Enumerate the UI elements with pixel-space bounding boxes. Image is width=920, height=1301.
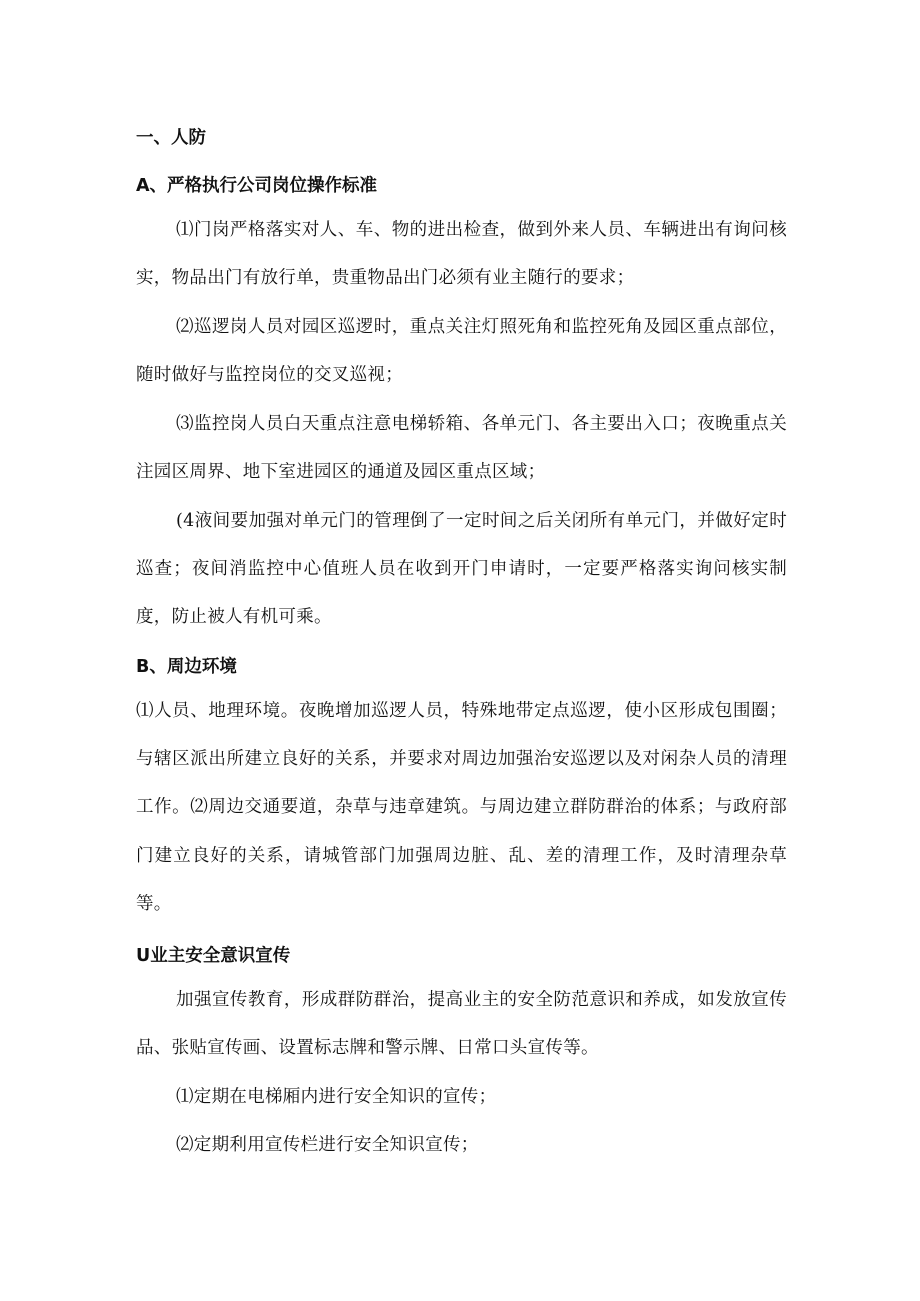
paragraph-gate-post: ⑴门岗严格落实对人、车、物的进出检查，做到外来人员、车辆进出有询问核实，物品出门有放行单，贵重物品出门必须有业主随行的要求； bbox=[136, 220, 787, 289]
paragraph-surroundings: ⑴人员、地理环境。夜晚增加巡逻人员，特殊地带定点巡逻，使小区形成包围圈；与辖区派出所建立良好的关系，并要求对周边加强治安巡逻以及对闲杂人员的清理工作。⑵周边交通要道，杂草与违章建筑。与周边建立群防群治的体系；与政府部门建立良好的关系，请城管部门加强周边脏、乱、差的清理工作，及时清理杂草等。 bbox=[136, 701, 787, 914]
subheading-owner-awareness: U业主安全意识宣传 bbox=[136, 946, 291, 966]
paragraph-night-management: (4液间要加强对单元门的管理倒了一定时间之后关闭所有单元门，并做好定时巡查；夜间消监控中心值班人员在收到开门申请时，一定要严格落实询问核实制度，防止被人有机可乘。 bbox=[136, 511, 787, 628]
paragraph-patrol-post: ⑵巡逻岗人员对园区巡逻时，重点关注灯照死角和监控死角及园区重点部位，随时做好与监控岗位的交叉巡视； bbox=[136, 317, 787, 386]
paragraph-bulletin-publicity: ⑵定期利用宣传栏进行安全知识宣传； bbox=[176, 1135, 479, 1155]
subheading-surroundings: B、周边环境 bbox=[136, 657, 237, 677]
paragraph-elevator-publicity: ⑴定期在电梯厢内进行安全知识的宣传； bbox=[176, 1087, 497, 1107]
paragraph-monitor-post: ⑶监控岗人员白天重点注意电梯轿箱、各单元门、各主要出入口；夜晚重点关注园区周界、地下室进园区的通道及园区重点区域； bbox=[136, 414, 787, 483]
subheading-post-standards: A、严格执行公司岗位操作标准 bbox=[136, 176, 378, 196]
section-heading-personnel-defense: 一、人防 bbox=[136, 128, 206, 148]
paragraph-publicity-intro: 加强宣传教育，形成群防群治，提高业主的安全防范意识和养成，如发放宣传品、张贴宣传画、设置标志牌和警示牌、日常口头宣传等。 bbox=[136, 990, 787, 1059]
